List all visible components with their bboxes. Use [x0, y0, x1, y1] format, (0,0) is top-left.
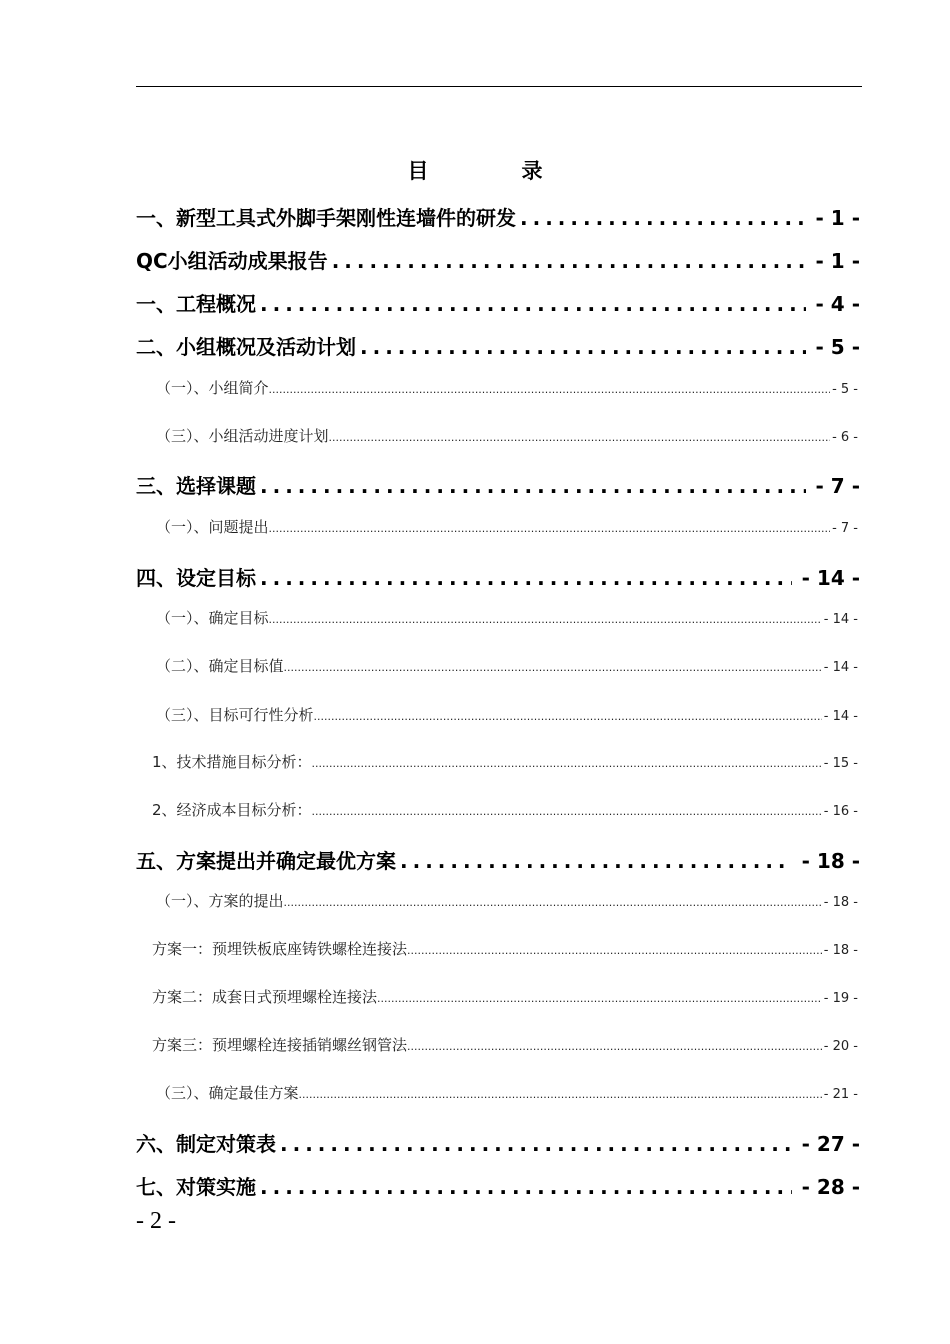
toc-entry-page: - 28 - [801, 1175, 860, 1199]
toc-entry[interactable] [136, 202, 860, 231]
dot-leader [312, 805, 822, 818]
toc-entry-label: （一）、问题提出 [156, 518, 269, 536]
toc-entry-label: 七、对策实施 [136, 1175, 256, 1199]
toc-entry-page: - 14 - [823, 660, 858, 675]
toc-entry-label: （二）、确定目标值 [156, 657, 284, 675]
toc-entry-page: - 19 - [823, 991, 858, 1006]
dot-leader [256, 474, 806, 498]
toc-entry-label: （一）、方案的提出 [156, 892, 284, 910]
toc-entry[interactable] [136, 1128, 860, 1157]
toc-entry-label: 五、方案提出并确定最优方案 [136, 849, 396, 873]
toc-entry-label: （三）、确定最佳方案 [156, 1084, 299, 1102]
dot-leader [377, 992, 822, 1005]
toc-entry-page: - 15 - [823, 756, 858, 771]
toc-entry-page: - 16 - [823, 804, 858, 819]
dot-leader [284, 896, 822, 909]
toc-entry-label: 方案二：成套日式预埋螺栓连接法 [152, 988, 378, 1006]
toc-entry-page: - 14 - [823, 709, 858, 724]
toc-entry[interactable] [136, 470, 860, 499]
dot-leader [269, 383, 831, 396]
toc-entry-page: - 14 - [801, 566, 860, 590]
toc-entry[interactable] [136, 1171, 860, 1200]
toc-entry[interactable] [156, 377, 858, 398]
toc-entry[interactable] [136, 562, 860, 591]
dot-leader [329, 431, 831, 444]
dot-leader [312, 757, 822, 770]
toc-entry-page: - 27 - [801, 1132, 860, 1156]
toc-entry[interactable] [152, 1034, 858, 1055]
dot-leader [256, 566, 792, 590]
toc-entry-page: - 21 - [823, 1087, 858, 1102]
dot-leader [396, 849, 792, 873]
toc-entry[interactable] [152, 799, 858, 820]
toc-entry-page: - 5 - [832, 382, 858, 397]
toc-entry-label: 二、小组概况及活动计划 [136, 335, 356, 359]
toc-entry[interactable] [156, 890, 858, 911]
dot-leader [299, 1088, 822, 1101]
toc-entry-label: 2、经济成本目标分析： [152, 801, 312, 819]
toc-entry[interactable] [156, 655, 858, 676]
header-rule [136, 86, 862, 87]
dot-leader [269, 613, 822, 626]
page-number: - 2 - [136, 1208, 176, 1234]
toc-entry-label: 方案三：预埋螺栓连接插销螺丝钢管法 [152, 1036, 408, 1054]
toc-entry-label: 一、新型工具式外脚手架刚性连墙件的研发 [136, 206, 516, 230]
toc-entry-page: - 7 - [832, 521, 858, 536]
dot-leader [269, 522, 831, 535]
toc-entry[interactable] [152, 986, 858, 1007]
toc-entry-page: - 6 - [832, 430, 858, 445]
toc-entry-page: - 20 - [823, 1039, 858, 1054]
toc-entry[interactable] [136, 331, 860, 360]
toc-entry[interactable] [156, 704, 858, 725]
toc-entry-label: 四、设定目标 [136, 566, 256, 590]
toc-entry-page: - 7 - [815, 474, 860, 498]
dot-leader [356, 335, 806, 359]
toc-entry-page: - 18 - [823, 943, 858, 958]
toc-title: 目 录 [407, 159, 579, 183]
toc-entry-label: （三）、目标可行性分析 [156, 706, 314, 724]
toc-entry-page: - 18 - [801, 849, 860, 873]
dot-leader [407, 1040, 822, 1053]
toc-entry-page: - 18 - [823, 895, 858, 910]
toc-entry[interactable] [156, 425, 858, 446]
dot-leader [256, 292, 806, 316]
toc-entry[interactable] [152, 938, 858, 959]
toc-entry-page: - 5 - [815, 335, 860, 359]
toc-entry-label: （一）、小组简介 [156, 379, 269, 397]
toc-entry-page: - 14 - [823, 612, 858, 627]
toc-entry-label: 1、技术措施目标分析： [152, 753, 312, 771]
dot-leader [284, 661, 822, 674]
toc-entry[interactable] [136, 288, 860, 317]
dot-leader [256, 1175, 792, 1199]
toc-entry[interactable] [152, 751, 858, 772]
toc-entry[interactable] [156, 607, 858, 628]
dot-leader [516, 206, 806, 230]
dot-leader [314, 710, 822, 723]
toc-entry-page: - 1 - [815, 206, 860, 230]
toc-entry-label: 三、选择课题 [136, 474, 256, 498]
toc-entry-page: - 4 - [815, 292, 860, 316]
toc-entry[interactable] [136, 245, 860, 274]
toc-entry-label: QC小组活动成果报告 [136, 249, 328, 273]
toc-entry-label: 六、制定对策表 [136, 1132, 276, 1156]
toc-entry-page: - 1 - [815, 249, 860, 273]
toc-entry-label: 一、工程概况 [136, 292, 256, 316]
dot-leader [407, 944, 822, 957]
toc-entry[interactable] [136, 845, 860, 874]
toc-entry[interactable] [156, 1082, 858, 1103]
dot-leader [328, 249, 806, 273]
toc-entry[interactable] [156, 516, 858, 537]
toc-entry-label: （三）、小组活动进度计划 [156, 427, 329, 445]
dot-leader [276, 1132, 792, 1156]
toc-entry-label: （一）、确定目标 [156, 609, 269, 627]
toc-entry-label: 方案一：预埋铁板底座铸铁螺栓连接法 [152, 940, 408, 958]
